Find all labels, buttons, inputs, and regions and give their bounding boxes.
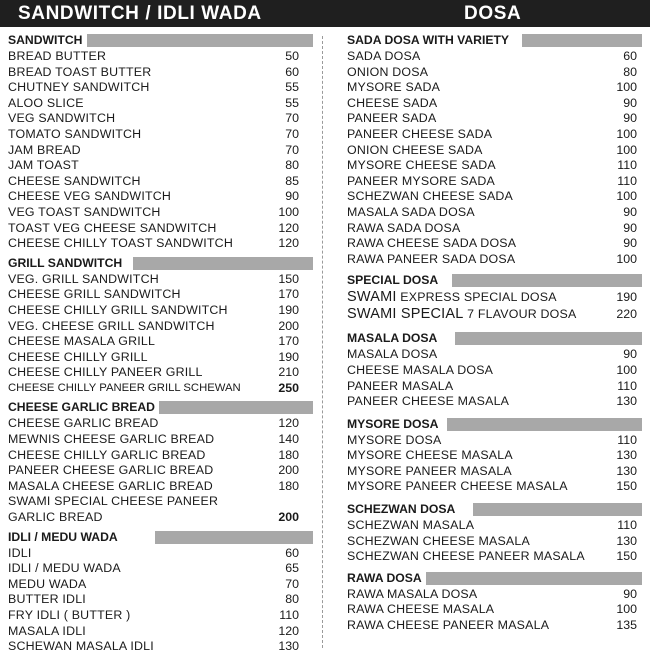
menu-item: [8, 80, 313, 96]
menu-item: [8, 272, 313, 288]
menu-item-price: 90: [623, 236, 637, 251]
menu-item-name-rest: 7 FLAVOUR DOSA: [467, 307, 577, 322]
section-sada-dosa-with-variety: [347, 32, 642, 267]
menu-item-price: 60: [623, 49, 637, 63]
menu-item-price: 135: [616, 618, 637, 633]
menu-item-price: 90: [623, 204, 637, 219]
menu-item-price: 60: [285, 545, 299, 560]
section-grill-sandwitch: [8, 255, 313, 397]
menu-item-price: 130: [278, 639, 299, 654]
menu-item-name: CHEESE MASALA DOSA: [347, 362, 494, 377]
section-heading: [8, 255, 313, 272]
menu-item-name: CHEESE GRILL SANDWITCH: [8, 287, 181, 302]
menu-item: [8, 143, 313, 159]
menu-item: [8, 111, 313, 127]
left-menu-column: [8, 32, 313, 655]
menu-item-name: SCHEZWAN CHEESE SADA: [347, 189, 514, 204]
menu-item-name: MYSORE CHEESE SADA: [347, 158, 496, 173]
menu-item-name: SCHEZWAN CHEESE MASALA: [347, 533, 530, 548]
menu-item-name: [347, 289, 557, 306]
section-heading-bar: [159, 401, 313, 414]
section-heading-bar: [452, 274, 642, 287]
menu-item-name: SWAMI SPECIAL CHEESE PANEER: [8, 494, 219, 509]
section-heading: [347, 501, 642, 518]
menu-item-price: 100: [616, 126, 637, 141]
menu-item-name: GARLIC BREAD: [8, 510, 103, 525]
section-rawa-dosa: [347, 570, 642, 634]
menu-item-price: 65: [285, 561, 299, 576]
section-title: CHEESE GARLIC BREAD: [8, 399, 159, 416]
menu-item-price: 90: [623, 220, 637, 235]
menu-item-name-rest: EXPRESS SPECIAL DOSA: [400, 290, 557, 305]
menu-item-price: 110: [617, 432, 637, 447]
menu-item: [8, 510, 313, 526]
menu-item-name: TOMATO SANDWITCH: [8, 126, 142, 141]
menu-item-price: 110: [279, 608, 299, 622]
menu-item: [347, 534, 642, 550]
menu-item: [8, 381, 313, 397]
menu-item-name: MYSORE SADA: [347, 80, 441, 95]
menu-item: [347, 143, 642, 159]
menu-item-name: MYSORE CHEESE MASALA: [347, 448, 513, 463]
section-heading-bar: [473, 503, 642, 516]
menu-item: [347, 363, 642, 379]
section-heading: [347, 330, 642, 347]
menu-item-price: 210: [278, 365, 299, 380]
menu-item-name: SADA DOSA: [347, 49, 421, 63]
menu-item: [8, 479, 313, 495]
menu-item-price: 110: [617, 378, 637, 393]
section-heading: [8, 399, 313, 416]
menu-item: [8, 365, 313, 381]
menu-item-name: PANEER SADA: [347, 111, 437, 126]
section-heading: [8, 32, 313, 49]
menu-item-price: 130: [616, 448, 637, 463]
left-column-title: SANDWITCH / IDLI WADA: [18, 3, 262, 24]
menu-item: [347, 306, 642, 323]
menu-item-price: 200: [278, 463, 299, 478]
menu-item-name: JAM BREAD: [8, 142, 81, 157]
menu-item-name-brand: SWAMI: [347, 289, 397, 306]
menu-item-name: CHEESE SADA: [347, 95, 438, 110]
menu-item: [8, 96, 313, 112]
menu-item-price: 80: [623, 64, 637, 79]
menu-item-name: IDLI: [8, 545, 32, 560]
menu-item: [8, 546, 313, 562]
menu-item: [347, 111, 642, 127]
menu-item: [8, 319, 313, 335]
menu-item: [347, 127, 642, 143]
menu-item-price: 180: [278, 478, 299, 493]
section-heading: [347, 416, 642, 433]
menu-item-price: 85: [285, 173, 299, 188]
menu-item-name: SCHEZWAN CHEESE PANEER MASALA: [347, 549, 585, 564]
menu-item: [347, 618, 642, 634]
section-title: MYSORE DOSA: [347, 416, 442, 433]
menu-item-price: 110: [617, 518, 637, 533]
menu-item: [347, 221, 642, 237]
menu-item-price: 60: [285, 64, 299, 79]
menu-item-name: RAWA MASALA DOSA: [347, 586, 478, 601]
menu-item-price: 120: [278, 236, 299, 251]
menu-item: [347, 158, 642, 174]
menu-item-price: 90: [623, 111, 637, 126]
menu-item: [8, 127, 313, 143]
menu-item: [347, 236, 642, 252]
menu-item: [8, 236, 313, 252]
menu-item: [347, 347, 642, 363]
menu-item: [8, 592, 313, 608]
menu-item: [347, 433, 642, 449]
menu-item-name: BREAD BUTTER: [8, 49, 107, 63]
menu-item-price: 130: [616, 533, 637, 548]
menu-item: [347, 289, 642, 306]
menu-item: [8, 432, 313, 448]
section-heading: [8, 529, 313, 546]
menu-item: [347, 518, 642, 534]
section-heading-bar: [155, 531, 313, 544]
menu-item: [347, 602, 642, 618]
menu-item: [8, 49, 313, 65]
menu-item: [8, 639, 313, 655]
section-schezwan-dosa: [347, 501, 642, 565]
menu-item: [347, 174, 642, 190]
menu-item-name: ALOO SLICE: [8, 95, 84, 110]
menu-item-price: 170: [278, 334, 299, 349]
section-title: SPECIAL DOSA: [347, 272, 442, 289]
menu-item-price: 100: [616, 80, 637, 95]
menu-item: [8, 350, 313, 366]
menu-item-price: 190: [616, 290, 637, 305]
menu-item-name: IDLI / MEDU WADA: [8, 561, 121, 576]
menu-item-price: 90: [623, 586, 637, 601]
section-sandwitch: [8, 32, 313, 252]
menu-item-name: ONION CHEESE SADA: [347, 142, 483, 157]
menu-item-name: FRY IDLI ( BUTTER ): [8, 608, 131, 622]
menu-item: [347, 65, 642, 81]
menu-item: [8, 174, 313, 190]
menu-item-price: 120: [278, 416, 299, 431]
menu-item: [8, 624, 313, 640]
menu-item: [8, 448, 313, 464]
menu-item: [8, 65, 313, 81]
section-heading: [347, 570, 642, 587]
menu-item-name: [347, 306, 576, 323]
menu-item: [347, 205, 642, 221]
menu-item-name: RAWA CHEESE MASALA: [347, 602, 495, 617]
menu-item-price: 110: [617, 173, 637, 188]
menu-item-name: CHEESE VEG SANDWITCH: [8, 189, 172, 204]
menu-item: [8, 494, 313, 510]
section-heading-bar: [522, 34, 642, 47]
menu-item-price: 120: [278, 220, 299, 235]
menu-item-price: 90: [623, 347, 637, 362]
menu-item: [347, 587, 642, 603]
menu-item-price: 170: [278, 287, 299, 302]
menu-item-name: VEG SANDWITCH: [8, 111, 116, 126]
menu-item-name: CHEESE SANDWITCH: [8, 173, 141, 188]
menu-item-price: 110: [617, 158, 637, 173]
menu-item-name: PANEER CHEESE GARLIC BREAD: [8, 463, 214, 478]
menu-item-name: JAM TOAST: [8, 158, 79, 173]
menu-item: [347, 379, 642, 395]
menu-header-bar: [0, 0, 650, 27]
section-title: MASALA DOSA: [347, 330, 441, 347]
section-title: SANDWITCH: [8, 32, 86, 49]
section-heading-bar: [420, 572, 642, 585]
menu-item-price: 50: [285, 49, 299, 63]
menu-item: [8, 287, 313, 303]
menu-item: [8, 303, 313, 319]
menu-item-name: BUTTER IDLI: [8, 592, 86, 607]
menu-item-price: 70: [285, 142, 299, 157]
menu-item-name: CHEESE MASALA GRILL: [8, 334, 156, 349]
menu-item-name: CHUTNEY SANDWITCH: [8, 80, 150, 95]
menu-item: [347, 96, 642, 112]
menu-item-name: CHEESE GARLIC BREAD: [8, 416, 159, 431]
menu-item-price: 120: [278, 623, 299, 638]
menu-item: [347, 448, 642, 464]
menu-item: [347, 49, 642, 65]
menu-item: [347, 549, 642, 565]
column-divider: [322, 36, 323, 648]
menu-item: [8, 416, 313, 432]
menu-item: [8, 189, 313, 205]
menu-item-price: 70: [285, 576, 299, 591]
menu-item-price: 140: [278, 432, 299, 447]
section-heading: [347, 272, 642, 289]
right-menu-column: [347, 32, 642, 634]
menu-item-name: TOAST VEG CHEESE SANDWITCH: [8, 220, 217, 235]
menu-item-price: 55: [285, 95, 299, 110]
menu-item-price: 190: [278, 349, 299, 364]
menu-item: [347, 464, 642, 480]
menu-item-name: VEG. CHEESE GRILL SANDWITCH: [8, 318, 215, 333]
menu-item: [8, 221, 313, 237]
menu-item-price: 130: [616, 463, 637, 478]
menu-item-name: RAWA CHEESE PANEER MASALA: [347, 618, 550, 633]
section-title: GRILL SANDWITCH: [8, 255, 126, 272]
menu-item: [347, 479, 642, 495]
section-heading-bar: [447, 418, 642, 431]
menu-item-price: 200: [278, 318, 299, 333]
menu-item-name: SCHEZWAN MASALA: [347, 518, 475, 533]
menu-item-price: 80: [285, 592, 299, 607]
menu-item-price: 100: [616, 142, 637, 157]
menu-item: [8, 561, 313, 577]
section-heading-bar: [87, 34, 313, 47]
menu-item-price: 100: [616, 362, 637, 377]
menu-item-name: PANEER MYSORE SADA: [347, 173, 495, 188]
section-title: IDLI / MEDU WADA: [8, 529, 122, 546]
menu-item-name-brand: SWAMI SPECIAL: [347, 306, 464, 323]
menu-item: [8, 463, 313, 479]
menu-item-name: MYSORE PANEER CHEESE MASALA: [347, 479, 568, 494]
menu-item: [8, 158, 313, 174]
menu-item-price: 150: [616, 549, 637, 564]
menu-item-price: 80: [285, 158, 299, 173]
section-title: RAWA DOSA: [347, 570, 426, 587]
section-cheese-garlic-bread: [8, 399, 313, 525]
menu-item: [347, 394, 642, 410]
menu-item-name: CHEESE CHILLY GARLIC BREAD: [8, 447, 206, 462]
section-heading-bar: [133, 257, 313, 270]
menu-item-name: CHEESE CHILLY GRILL SANDWITCH: [8, 302, 228, 317]
section-masala-dosa: [347, 330, 642, 409]
section-special-dosa: [347, 272, 642, 323]
menu-item-price: 130: [616, 394, 637, 409]
menu-item-name: MYSORE PANEER MASALA: [347, 463, 512, 478]
section-title: SCHEZWAN DOSA: [347, 501, 459, 518]
menu-item-name: RAWA PANEER SADA DOSA: [347, 251, 516, 266]
menu-item-price: 200: [278, 510, 299, 525]
menu-item: [347, 252, 642, 268]
menu-item-name: VEG. GRILL SANDWITCH: [8, 271, 159, 286]
menu-item-name: MASALA IDLI: [8, 623, 86, 638]
section-mysore-dosa: [347, 416, 642, 495]
menu-item-name: PANEER MASALA: [347, 378, 454, 393]
menu-item-name: SCHEWAN MASALA IDLI: [8, 639, 154, 654]
menu-item-name: RAWA CHEESE SADA DOSA: [347, 236, 517, 251]
menu-item-name: CHEESE CHILLY PANEER GRILL: [8, 365, 203, 380]
menu-item-price: 100: [616, 189, 637, 204]
menu-item: [347, 80, 642, 96]
menu-item-price: 150: [278, 271, 299, 286]
menu-item-price: 150: [616, 479, 637, 494]
menu-item-name: MASALA CHEESE GARLIC BREAD: [8, 478, 213, 493]
menu-item-name: MASALA DOSA: [347, 347, 438, 362]
menu-item-name: CHEESE CHILLY TOAST SANDWITCH: [8, 236, 233, 251]
menu-item-name: MEWNIS CHEESE GARLIC BREAD: [8, 432, 215, 447]
menu-item-price: 90: [285, 189, 299, 204]
menu-item: [8, 334, 313, 350]
menu-item-price: 190: [278, 302, 299, 317]
menu-item-price: 180: [278, 447, 299, 462]
menu-item-name: ONION DOSA: [347, 64, 429, 79]
section-title: SADA DOSA WITH VARIETY: [347, 32, 513, 49]
menu-item-name: MYSORE DOSA: [347, 432, 442, 447]
menu-item: [8, 608, 313, 624]
menu-item-name: RAWA SADA DOSA: [347, 220, 461, 235]
right-column-title: DOSA: [464, 3, 522, 24]
menu-item-price: 100: [278, 204, 299, 219]
menu-item-price: 90: [623, 95, 637, 110]
menu-item-price: 250: [278, 380, 299, 395]
section-heading-bar: [455, 332, 642, 345]
menu-item: [347, 189, 642, 205]
menu-item-name: BREAD TOAST BUTTER: [8, 64, 152, 79]
section-idli-medu-wada: [8, 529, 313, 655]
menu-item-name: CHEESE CHILLY GRILL: [8, 349, 148, 364]
menu-item-name: CHEESE CHILLY PANEER GRILL SCHEWAN: [8, 381, 241, 394]
menu-item-price: 220: [616, 307, 637, 322]
menu-item-price: 100: [616, 251, 637, 266]
menu-item-name: MASALA SADA DOSA: [347, 204, 475, 219]
section-heading: [347, 32, 642, 49]
menu-item-name: PANEER CHEESE SADA: [347, 126, 493, 141]
menu-item-name: MEDU WADA: [8, 576, 87, 591]
menu-item-price: 55: [285, 80, 299, 95]
menu-item: [8, 205, 313, 221]
menu-item-name: VEG TOAST SANDWITCH: [8, 204, 161, 219]
menu-item-price: 70: [285, 111, 299, 126]
menu-item-price: 70: [285, 126, 299, 141]
menu-item-name: PANEER CHEESE MASALA: [347, 394, 510, 409]
menu-item-price: 100: [616, 602, 637, 617]
menu-item: [8, 577, 313, 593]
